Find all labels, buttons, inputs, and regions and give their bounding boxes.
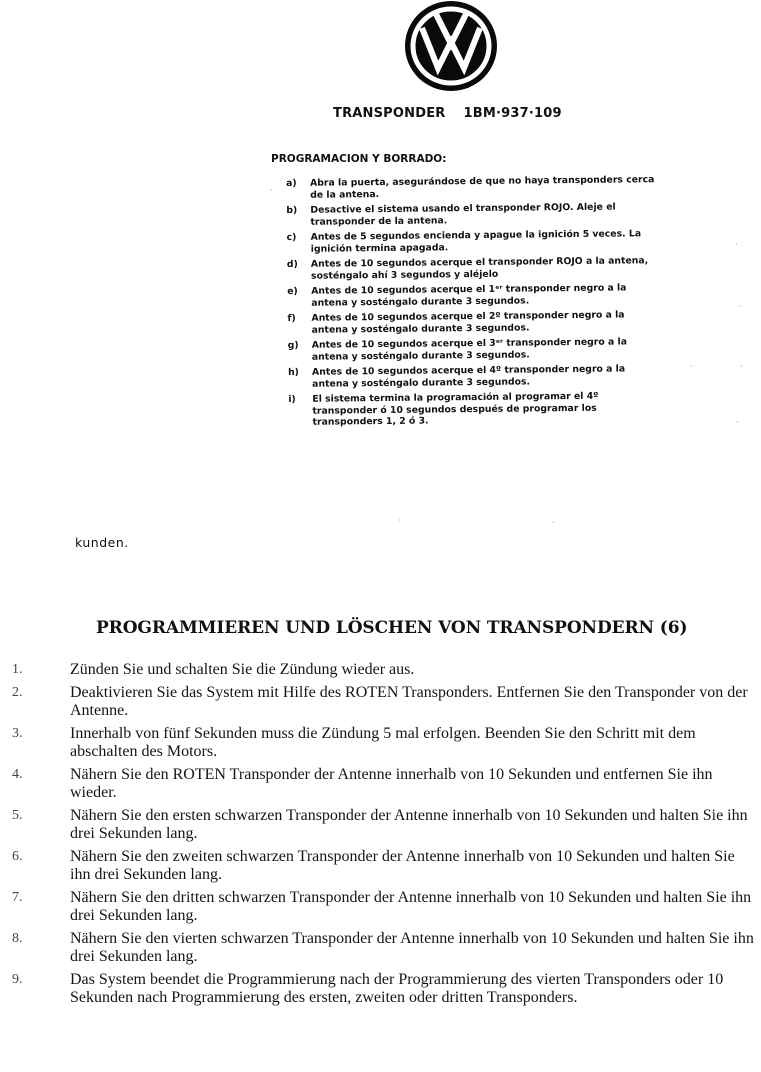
list-item-number: 7. <box>12 890 23 905</box>
list-item-letter: h) <box>287 366 299 378</box>
list-item-number: 4. <box>12 767 23 782</box>
german-section-heading: PROGRAMMIEREN UND LÖSCHEN VON TRANSPONDERN (6) <box>96 618 688 638</box>
list-item-text: Antes de 10 segundos acerque el 3ᵉʳ transponder negro a la antena y sosténgalo durante 3 segundos. <box>311 336 628 363</box>
list-item <box>12 889 754 925</box>
list-item <box>287 255 657 282</box>
list-item <box>288 390 658 428</box>
list-item <box>287 228 657 255</box>
text-fragment: kunden. <box>75 535 129 550</box>
list-item-text: Antes de 10 segundos acerque el 1ᵉʳ transponder negro a la antena y sosténgalo durante 3 segundos. <box>311 282 627 309</box>
list-item <box>12 807 754 843</box>
list-item-number: 2. <box>12 685 23 700</box>
list-item <box>12 725 754 761</box>
list-item-text: Desactive el sistema usando el transponder ROJO. Aleje el transponder de la antena. <box>310 201 616 228</box>
scan-speck: · <box>398 516 401 525</box>
list-item-text: Antes de 5 segundos encienda y apague la ignición 5 veces. La ignición termina apagada. <box>310 228 642 255</box>
list-item-text: Abra la puerta, asegurándose de que no haya transponders cerca de la antena. <box>309 174 655 201</box>
list-item-text: Deaktivieren Sie das System mit Hilfe des ROTEN Transponders. Entfernen Sie den Transponder von der Antenne. <box>70 684 748 719</box>
scan-speck: · <box>735 240 738 249</box>
scan-speck: · <box>739 302 742 311</box>
list-item-text: Nähern Sie den zweiten schwarzen Transponder der Antenne innerhalb von 10 Sekunden und halten Sie ihn drei Sekunden lang. <box>70 848 735 883</box>
list-item <box>12 971 754 1007</box>
list-item-letter: d) <box>286 258 298 270</box>
list-item-number: 3. <box>12 726 23 741</box>
list-item <box>12 661 754 679</box>
list-item <box>286 201 656 228</box>
list-item-number: 9. <box>12 972 23 987</box>
scan-speck: · <box>690 362 693 371</box>
scan-speck: · <box>270 186 273 195</box>
list-item <box>288 336 658 363</box>
list-item <box>288 363 658 390</box>
list-item-letter: a) <box>286 177 297 189</box>
list-item-number: 1. <box>12 662 23 677</box>
list-item-text: Das System beendet die Programmierung nach der Programmierung des vierten Transponders oder 10 Sekunden nach Programmierung des ersten, zweiten oder dritten Transponders. <box>70 971 724 1006</box>
list-item-number: 5. <box>12 808 23 823</box>
list-item-text: El sistema termina la programación al programar el 4º transponder ó 10 segundos después de programar los transponders 1, 2 ó 3. <box>312 390 599 428</box>
list-item-text: Nähern Sie den ersten schwarzen Transponder der Antenne innerhalb von 10 Sekunden und halten Sie ihn drei Sekunden lang. <box>70 807 748 842</box>
list-item-letter: g) <box>287 339 299 351</box>
list-item-text: Antes de 10 segundos acerque el transponder ROJO a la antena, sosténgalo ahí 3 segundos y aléjelo <box>310 255 649 282</box>
list-item-text: Zünden Sie und schalten Sie die Zündung wieder aus. <box>70 661 415 678</box>
list-item-letter: i) <box>288 393 296 405</box>
vw-logo-icon <box>404 0 498 92</box>
list-item <box>12 766 754 802</box>
list-item-text: Innerhalb von fünf Sekunden muss die Zündung 5 mal erfolgen. Beenden Sie den Schritt mit dem abschalten des Motors. <box>70 725 696 760</box>
spanish-steps-list <box>286 174 659 432</box>
list-item <box>12 684 754 720</box>
list-item-text: Nähern Sie den vierten schwarzen Transponder der Antenne innerhalb von 10 Sekunden und halten Sie ihn drei Sekunden lang. <box>70 930 754 965</box>
scan-speck: · <box>740 362 743 371</box>
list-item-number: 6. <box>12 849 23 864</box>
list-item <box>287 282 657 309</box>
list-item-letter: c) <box>286 231 297 243</box>
scan-speck: · <box>552 518 555 527</box>
list-item-letter: e) <box>287 285 298 297</box>
list-item-text: Nähern Sie den dritten schwarzen Transponder der Antenne innerhalb von 10 Sekunden und halten Sie ihn drei Sekunden lang. <box>70 889 752 924</box>
list-item-text: Nähern Sie den ROTEN Transponder der Antenne innerhalb von 10 Sekunden und entfernen Sie ihn wieder. <box>70 766 713 801</box>
list-item <box>286 174 656 201</box>
title-text: TRANSPONDER <box>333 106 446 121</box>
list-item-number: 8. <box>12 931 23 946</box>
list-item-letter: b) <box>286 204 298 216</box>
list-item-text: Antes de 10 segundos acerque el 2º transponder negro a la antena y sosténgalo durante 3 segundos. <box>311 309 625 336</box>
spanish-section-heading: PROGRAMACION Y BORRADO: <box>271 153 447 165</box>
list-item-text: Antes de 10 segundos acerque el 4º transponder negro a la antena y sosténgalo durante 3 segundos. <box>311 363 626 390</box>
list-item <box>12 848 754 884</box>
list-item <box>287 309 657 336</box>
list-item <box>12 930 754 966</box>
list-item-letter: f) <box>287 312 296 324</box>
scan-speck: · <box>736 418 739 427</box>
part-number: 1BM·937·109 <box>463 106 562 121</box>
german-steps-list <box>12 661 754 1012</box>
document-title <box>333 106 562 121</box>
